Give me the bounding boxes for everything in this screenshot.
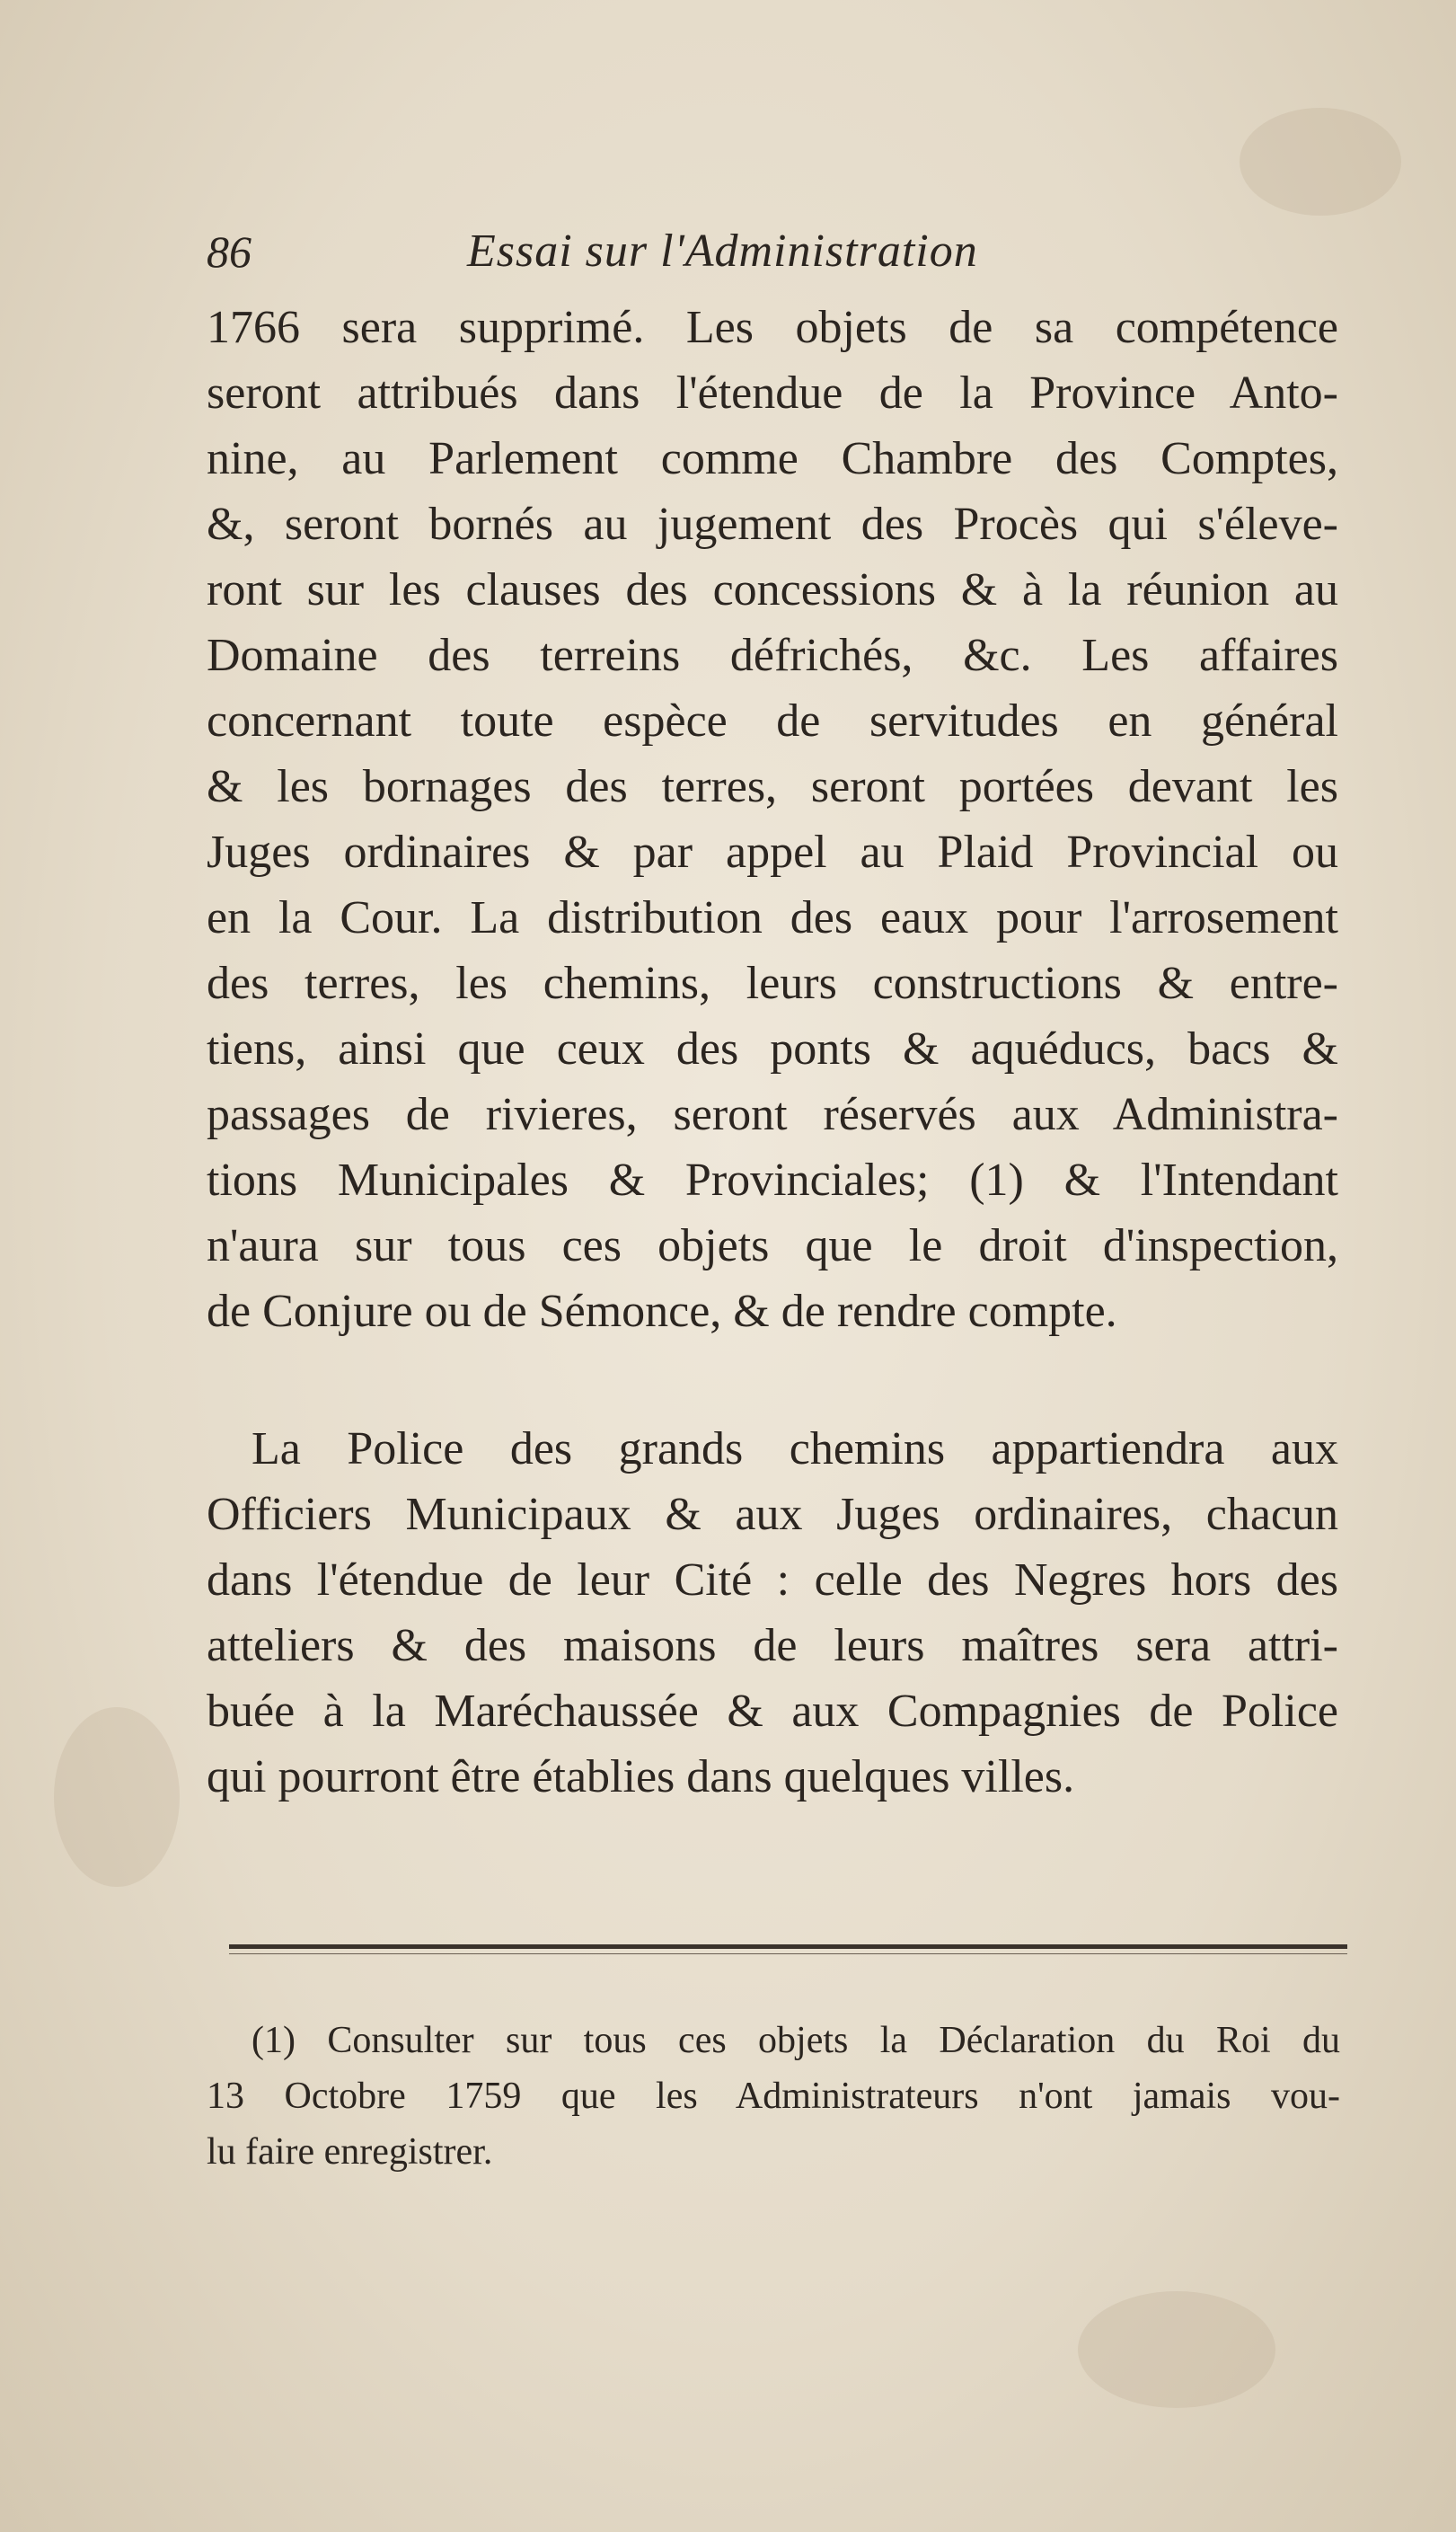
paper-stain [1240, 108, 1401, 216]
text-line: n'aura sur tous ces objets que le droit d'inspection, [207, 1220, 1338, 1271]
running-head [207, 216, 1347, 288]
text-line: nine, au Parlement comme Chambre des Comptes, [207, 433, 1338, 484]
footnote-rule-thin [229, 1953, 1347, 1954]
running-title: Essai sur l'Administration [467, 226, 978, 277]
paper-stain [1078, 2291, 1275, 2408]
text-line: tions Municipales & Provinciales; (1) & l'Intendant [207, 1155, 1338, 1206]
text-line: seront attribués dans l'étendue de la Province Anto- [207, 367, 1338, 419]
text-line: de Conjure ou de Sémonce, & de rendre compte. [207, 1286, 1117, 1337]
text-line: La Police des grands chemins appartiendra aux [251, 1423, 1338, 1474]
text-line: des terres, les chemins, leurs constructions & entre- [207, 958, 1338, 1009]
text-line: dans l'étendue de leur Cité : celle des Negres hors des [207, 1554, 1338, 1606]
text-line: &, seront bornés au jugement des Procès qui s'éleve- [207, 499, 1338, 550]
footnote-line: 13 Octobre 1759 que les Administrateurs n'ont jamais vou- [207, 2076, 1340, 2117]
text-line: tiens, ainsi que ceux des ponts & aquéducs, bacs & [207, 1023, 1338, 1075]
text-line: Domaine des terreins défrichés, &c. Les affaires [207, 630, 1338, 681]
main-text [207, 295, 1338, 1810]
paragraph-gap [207, 1344, 1338, 1416]
footnote [207, 2013, 1340, 2180]
footnote-rule [229, 1944, 1347, 1949]
text-line: qui pourront être établies dans quelques villes. [207, 1751, 1075, 1802]
text-line: Juges ordinaires & par appel au Plaid Provincial ou [207, 827, 1338, 878]
text-line: buée à la Maréchaussée & aux Compagnies de Police [207, 1686, 1338, 1737]
text-line: ront sur les clauses des concessions & à la réunion au [207, 564, 1338, 615]
text-line: passages de rivieres, seront réservés aux Administra- [207, 1089, 1338, 1140]
text-line: Officiers Municipaux & aux Juges ordinaires, chacun [207, 1489, 1338, 1540]
text-line: & les bornages des terres, seront portées devant les [207, 761, 1338, 812]
text-line: 1766 sera supprimé. Les objets de sa compétence [207, 302, 1338, 353]
paper-stain [54, 1707, 180, 1887]
text-line: en la Cour. La distribution des eaux pour l'arrosement [207, 892, 1338, 943]
text-line: atteliers & des maisons de leurs maîtres sera attri- [207, 1620, 1338, 1671]
footnote-line: (1) Consulter sur tous ces objets la Déclaration du Roi du [251, 2020, 1340, 2061]
page-number: 86 [207, 226, 251, 277]
text-line: concernant toute espèce de servitudes en général [207, 695, 1338, 747]
footnote-line: lu faire enregistrer. [207, 2131, 493, 2173]
